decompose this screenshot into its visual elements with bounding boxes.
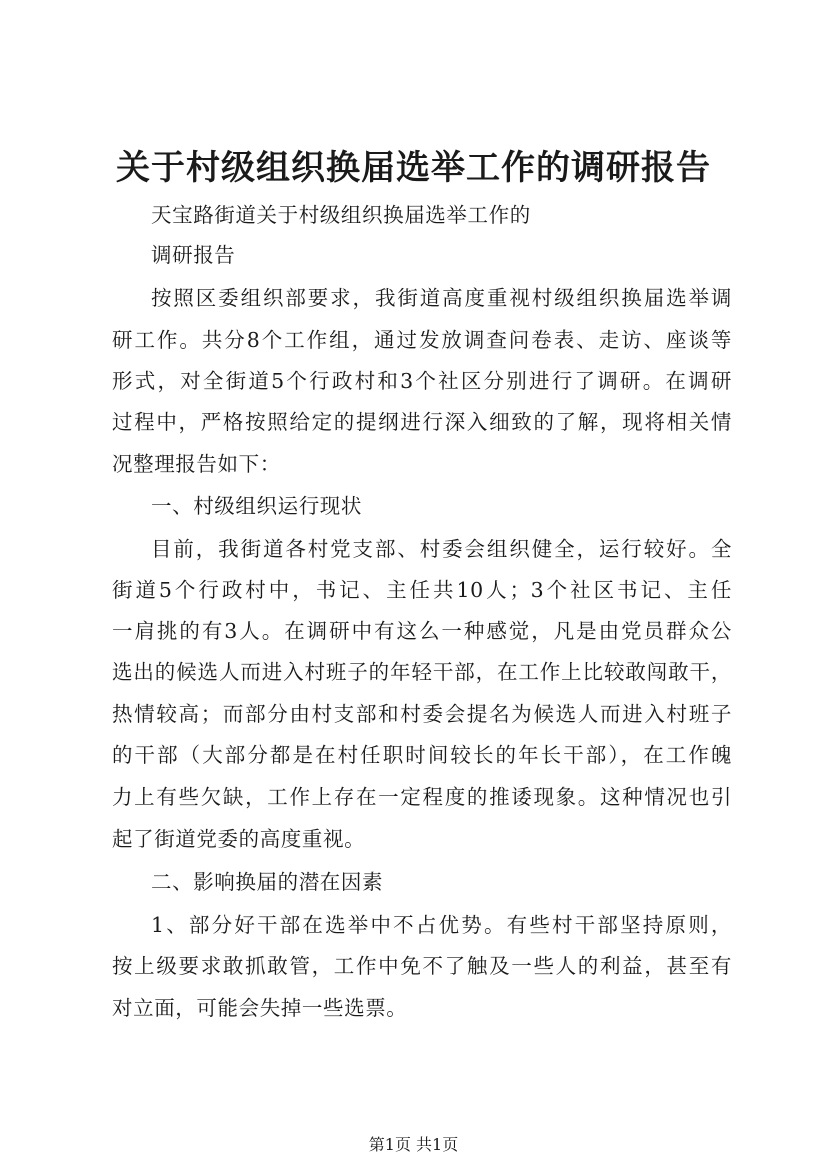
paragraph-line: 按上级要求敢抓敢管，工作中免不了触及一些人的利益，甚至有 <box>112 954 732 978</box>
paragraph-line: 起了街道党委的高度重视。 <box>112 827 366 851</box>
subtitle-line-1: 天宝路街道关于村级组织换届选举工作的 <box>151 203 531 227</box>
paragraph-line: 力上有些欠缺，工作上存在一定程度的推诿现象。这种情况也引 <box>112 785 732 809</box>
paragraph-line: 对立面，可能会失掉一些选票。 <box>112 996 408 1020</box>
paragraph-line: 1、部分好干部在选举中不占优势。有些村干部坚持原则， <box>151 913 732 937</box>
paragraph-line: 况整理报告如下： <box>112 452 281 476</box>
paragraph-line: 街道5个行政村中，书记、主任共10人；3个社区书记、主任 <box>112 578 732 602</box>
paragraph-line: 形式，对全街道5个行政村和3个社区分别进行了调研。在调研 <box>112 369 732 393</box>
page-number-footer: 第1页 共1页 <box>368 1135 459 1154</box>
paragraph-line: 热情较高；而部分由村支部和村委会提名为候选人而进入村班子 <box>112 702 732 726</box>
paragraph-line: 研工作。共分8个工作组，通过发放调查问卷表、走访、座谈等 <box>112 328 732 352</box>
paragraph-line: 过程中，严格按照给定的提纲进行深入细致的了解，现将相关情 <box>112 410 732 434</box>
paragraph-line: 目前，我街道各村党支部、村委会组织健全，运行较好。全 <box>151 537 732 561</box>
paragraph-line: 选出的候选人而进入村班子的年轻干部，在工作上比较敢闯敢干， <box>112 660 732 684</box>
document-title: 关于村级组织换届选举工作的调研报告 <box>116 148 711 188</box>
paragraph-line: 按照区委组织部要求，我街道高度重视村级组织换届选举调 <box>151 286 732 310</box>
section-heading-1: 一、村级组织运行现状 <box>151 494 362 518</box>
section-heading-2: 二、影响换届的潜在因素 <box>151 870 384 894</box>
paragraph-line: 一肩挑的有3人。在调研中有这么一种感觉，凡是由党员群众公 <box>112 619 732 643</box>
subtitle-line-2: 调研报告 <box>151 243 236 267</box>
paragraph-line: 的干部（大部分都是在村任职时间较长的年长干部），在工作魄 <box>112 743 732 767</box>
